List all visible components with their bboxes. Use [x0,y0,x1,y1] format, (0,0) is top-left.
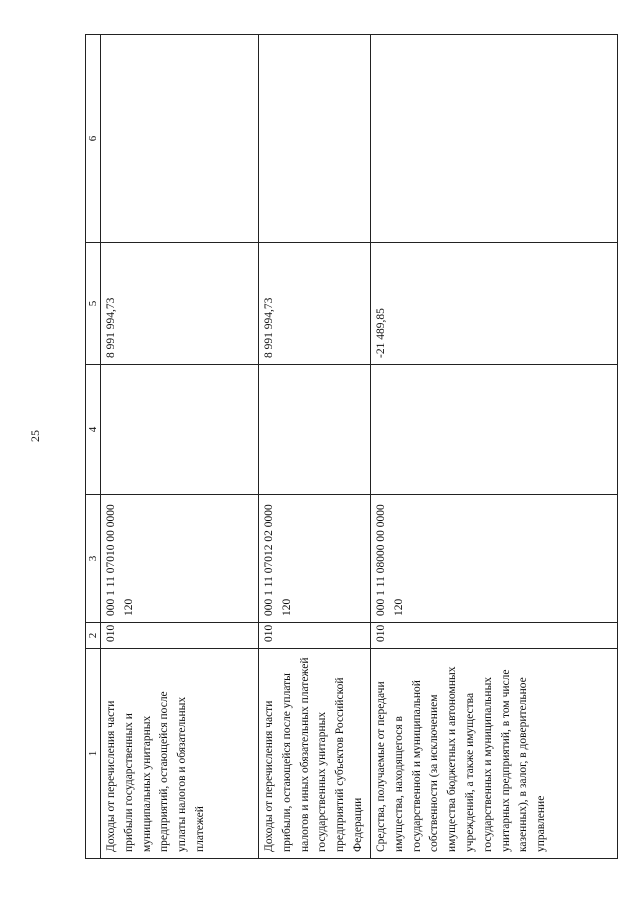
table-row [370,35,617,859]
row-name: Доходы от перечисления части прибыли государственных и муниципальных унитарных предприятий, остающейся после уплаты налогов и обязательных платежей [101,649,259,859]
header-col-2: 2 [86,623,101,649]
row-code: 010 [370,623,617,649]
header-col-4: 4 [86,365,101,495]
row-code: 010 [259,623,371,649]
header-col-1: 1 [86,649,101,859]
row-col4 [259,365,371,495]
row-kbk: 000 1 11 08000 00 0000 120 [370,495,617,623]
row-col4 [370,365,617,495]
row-kbk: 000 1 11 07012 02 0000 120 [259,495,371,623]
header-col-5: 5 [86,243,101,365]
row-col6 [101,35,259,243]
page-number: 25 [28,430,42,442]
header-col-3: 3 [86,495,101,623]
row-col5: -21 489,85 [370,243,617,365]
table-row [259,35,371,859]
table-row [101,35,259,859]
row-name: Средства, получаемые от передачи имущества, находящегося в государственной и муниципальной собственности (за исключением имущества бюджетных и автономных учреждений, а также имущества государственных и муниципальных унитарных предприятий, в том числе казенных), в залог, в доверительное управление [370,649,617,859]
row-name: Доходы от перечисления части прибыли, остающейся после уплаты налогов и иных обязательных платежей государственных унитарных предприятий субъектов Российской Федерации [259,649,371,859]
income-table [85,34,618,859]
row-col5: 8 991 994,73 [259,243,371,365]
rotated-table-container [85,35,618,859]
row-col5: 8 991 994,73 [101,243,259,365]
row-code: 010 [101,623,259,649]
header-row [86,35,101,859]
header-col-6: 6 [86,35,101,243]
row-kbk: 000 1 11 07010 00 0000 120 [101,495,259,623]
table-body [101,35,618,859]
row-col4 [101,365,259,495]
row-col6 [259,35,371,243]
row-col6 [370,35,617,243]
table-header [86,35,101,859]
